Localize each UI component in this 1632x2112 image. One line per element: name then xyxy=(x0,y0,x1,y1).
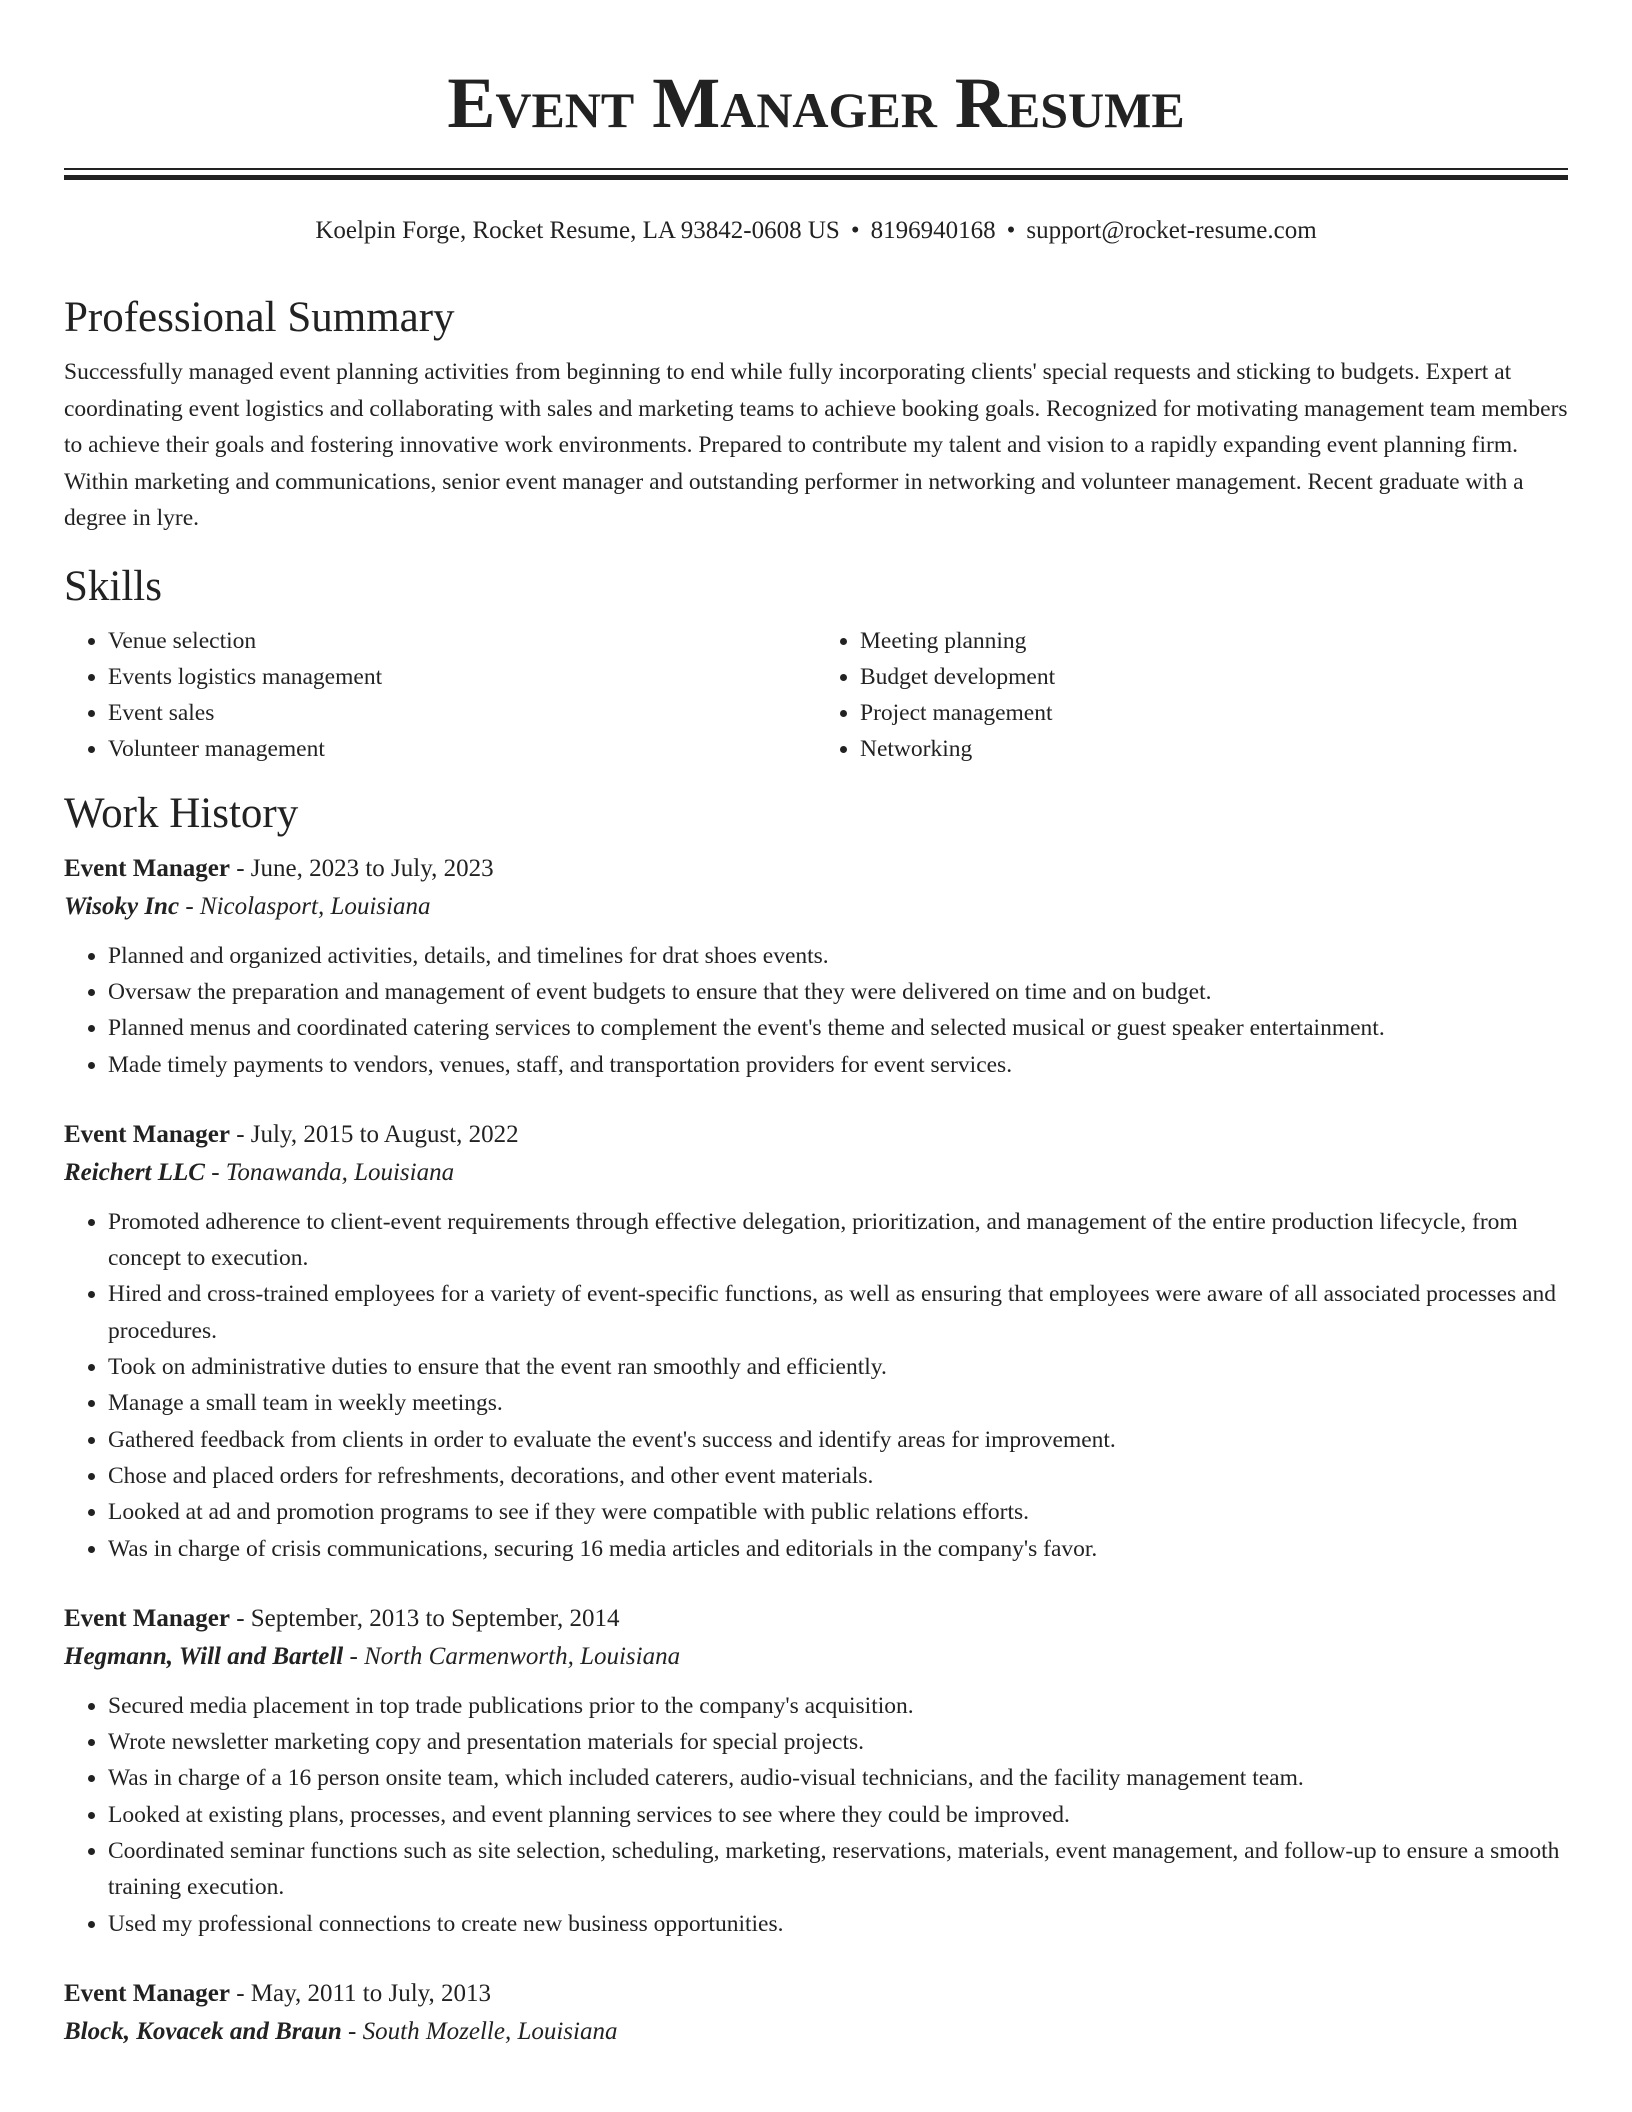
work-history-heading: Work History xyxy=(64,789,299,837)
job-duty-item: • Hired and cross-trained employees for a variety of event-specific functions, as well as ensuring that employees were aware of all associated processes and procedures. xyxy=(108,1276,1568,1349)
work-history-section xyxy=(64,786,1568,2051)
job-title-line: Event Manager - September, 2013 to September, 2014 xyxy=(64,1604,620,1632)
job-duty-item: • Took on administrative duties to ensure that the event ran smoothly and efficiently. xyxy=(108,1349,1568,1385)
job-duty-item: • Promoted adherence to client-event requirements through effective delegation, prioritization, and management of the entire production lifecycle, from concept to execution. xyxy=(108,1204,1568,1277)
job-dates: July, 2015 to August, 2022 xyxy=(250,1120,519,1148)
job-location: South Mozelle, Louisiana xyxy=(362,2017,618,2045)
skills-list-right xyxy=(816,623,1568,768)
job-duties-list xyxy=(64,938,1568,1083)
job-company-line: Hegmann, Will and Bartell - North Carmenworth, Louisiana xyxy=(64,1642,681,1670)
job-duty-item: • Made timely payments to vendors, venues, staff, and transportation providers for event services. xyxy=(108,1047,1568,1083)
job-title-line: Event Manager - June, 2023 to July, 2023 xyxy=(64,854,494,882)
skills-section xyxy=(64,559,1568,768)
job-title: Event Manager xyxy=(64,1979,230,2007)
job-location: North Carmenworth, Louisiana xyxy=(364,1642,681,1670)
job-duty-item: • Planned and organized activities, details, and timelines for drat shoes events. xyxy=(108,938,1568,974)
job-list xyxy=(64,850,1568,2051)
contact-phone: 8196940168 xyxy=(870,217,996,244)
job-title-line: Event Manager - July, 2015 to August, 2022 xyxy=(64,1120,519,1148)
job-dates: September, 2013 to September, 2014 xyxy=(250,1604,620,1632)
job-dates: June, 2023 to July, 2023 xyxy=(250,854,494,882)
skill-item: • Networking xyxy=(860,731,1568,767)
job-duty-item: • Used my professional connections to create new business opportunities. xyxy=(108,1906,1568,1942)
summary-heading: Professional Summary xyxy=(64,294,455,341)
summary-text: Successfully managed event planning activities from beginning to end while fully incorporating clients' special requests and sticking to budgets. Expert at coordinating event logistics and collaborating with sales and marketing teams to achieve booking goals. Recognized for motivating management team members to achieve their goals and fostering innovative work environments. Prepared to contribute my talent and vision to a rapidly expanding event planning firm. Within marketing and communications, senior event manager and outstanding performer in networking and volunteer management. Recent graduate with a degree in lyre. xyxy=(64,359,1568,531)
job-duty-item: • Was in charge of a 16 person onsite team, which included caterers, audio-visual technicians, and the facility management team. xyxy=(108,1760,1568,1796)
job-duty-item: • Gathered feedback from clients in order to evaluate the event's success and identify areas for improvement. xyxy=(108,1422,1568,1458)
contact-address: Koelpin Forge, Rocket Resume, LA 93842-0608 US xyxy=(315,217,840,244)
title-divider-thin xyxy=(64,168,1568,170)
job-duty-item: • Coordinated seminar functions such as site selection, scheduling, marketing, reservations, materials, event management, and follow-up to ensure a smooth training execution. xyxy=(108,1833,1568,1906)
job-entry xyxy=(64,1975,1568,2051)
skill-item: • Event sales xyxy=(108,695,816,731)
contact-separator: • xyxy=(850,217,860,244)
skill-item: • Events logistics management xyxy=(108,659,816,695)
job-duty-item: • Wrote newsletter marketing copy and presentation materials for special projects. xyxy=(108,1724,1568,1760)
job-location: Nicolasport, Louisiana xyxy=(199,892,431,920)
job-duty-item: • Looked at ad and promotion programs to see if they were compatible with public relations efforts. xyxy=(108,1494,1568,1530)
skills-columns xyxy=(64,623,1568,768)
contact-separator: • xyxy=(1006,217,1016,244)
skill-item: • Project management xyxy=(860,695,1568,731)
job-title-line: Event Manager - May, 2011 to July, 2013 xyxy=(64,1979,492,2007)
job-title: Event Manager xyxy=(64,854,230,882)
job-company-line: Wisoky Inc - Nicolasport, Louisiana xyxy=(64,892,431,920)
job-dates: May, 2011 to July, 2013 xyxy=(250,1979,492,2007)
skills-list-left xyxy=(64,623,816,768)
job-duties-list xyxy=(64,1204,1568,1567)
job-entry xyxy=(64,850,1568,1083)
contact-line xyxy=(0,215,1632,247)
skill-item: • Budget development xyxy=(860,659,1568,695)
job-duty-item: • Was in charge of crisis communications, securing 16 media articles and editorials in the company's favor. xyxy=(108,1531,1568,1567)
skill-item: • Meeting planning xyxy=(860,623,1568,659)
job-duties-list xyxy=(64,1688,1568,1942)
job-company: Reichert LLC xyxy=(64,1158,205,1186)
job-title: Event Manager xyxy=(64,1604,230,1632)
resume-content xyxy=(64,290,1568,2084)
job-entry xyxy=(64,1600,1568,1942)
job-duty-item: • Planned menus and coordinated catering services to complement the event's theme and selected musical or guest speaker entertainment. xyxy=(108,1010,1568,1046)
job-duty-item: • Secured media placement in top trade publications prior to the company's acquisition. xyxy=(108,1688,1568,1724)
job-company: Wisoky Inc xyxy=(64,892,180,920)
contact-email[interactable]: support@rocket-resume.com xyxy=(1026,217,1317,244)
job-company-line: Reichert LLC - Tonawanda, Louisiana xyxy=(64,1158,455,1186)
job-duty-item: • Looked at existing plans, processes, and event planning services to see where they could be improved. xyxy=(108,1797,1568,1833)
title-divider-thick xyxy=(64,175,1568,180)
job-duty-item: • Oversaw the preparation and management of event budgets to ensure that they were delivered on time and on budget. xyxy=(108,974,1568,1010)
job-location: Tonawanda, Louisiana xyxy=(225,1158,455,1186)
skill-item: • Venue selection xyxy=(108,623,816,659)
skills-heading: Skills xyxy=(64,562,162,610)
job-title: Event Manager xyxy=(64,1120,230,1148)
job-company: Hegmann, Will and Bartell xyxy=(64,1642,344,1670)
summary-section xyxy=(64,290,1568,537)
skill-item: • Volunteer management xyxy=(108,731,816,767)
job-company-line: Block, Kovacek and Braun - South Mozelle, Louisiana xyxy=(64,2017,618,2045)
page-title: Event Manager Resume xyxy=(447,63,1185,143)
job-entry xyxy=(64,1116,1568,1567)
job-company: Block, Kovacek and Braun xyxy=(64,2017,342,2045)
job-duty-item: • Chose and placed orders for refreshments, decorations, and other event materials. xyxy=(108,1458,1568,1494)
job-duty-item: • Manage a small team in weekly meetings. xyxy=(108,1385,1568,1421)
